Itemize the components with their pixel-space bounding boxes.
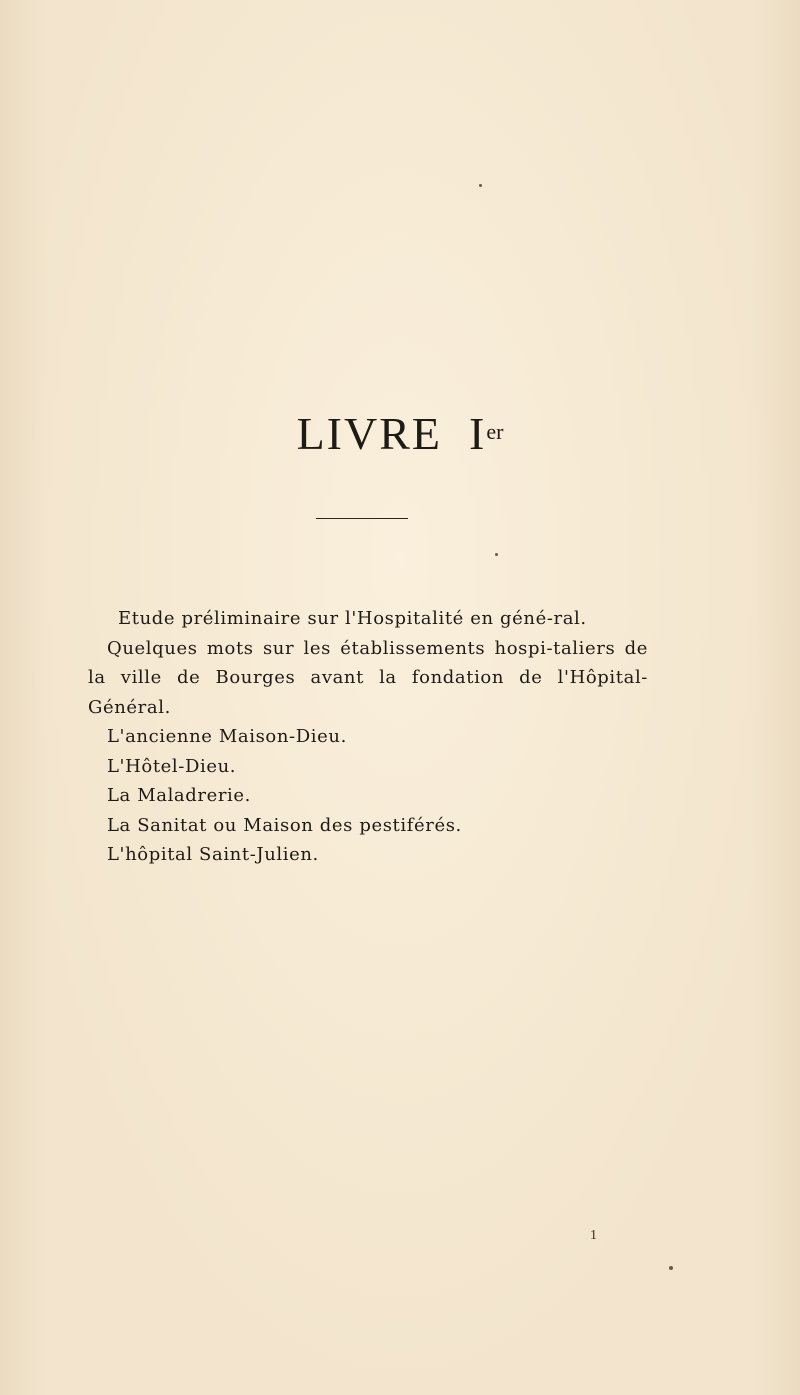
summary-entry: L'hôpital Saint-Julien. <box>107 844 319 865</box>
summary-entry: La Sanitat ou Maison des pestiférés. <box>107 814 462 836</box>
page-number: 1 <box>590 1228 597 1243</box>
summary-entry: La Maladrerie. <box>107 785 251 806</box>
paper-speck <box>495 553 498 556</box>
summary-entry: Quelques mots sur les établissements hospi-taliers de la ville de Bourges avant la fondation de l'Hôpital-Général. <box>88 637 648 718</box>
heading-ordinal: Ier <box>469 408 504 459</box>
summary-entry: L'Hôtel-Dieu. <box>107 755 237 777</box>
heading-ordinal-superscript: er <box>486 419 504 444</box>
paper-speck <box>669 1266 673 1270</box>
heading-divider <box>316 518 408 519</box>
paper-speck <box>479 184 482 187</box>
heading-word: LIVRE <box>296 408 442 459</box>
book-heading <box>0 408 800 458</box>
summary-entry: Etude préliminaire sur l'Hospitalité en géné-ral. <box>118 608 587 629</box>
chapter-summary <box>88 604 648 870</box>
summary-entry: L'ancienne Maison-Dieu. <box>107 726 347 747</box>
